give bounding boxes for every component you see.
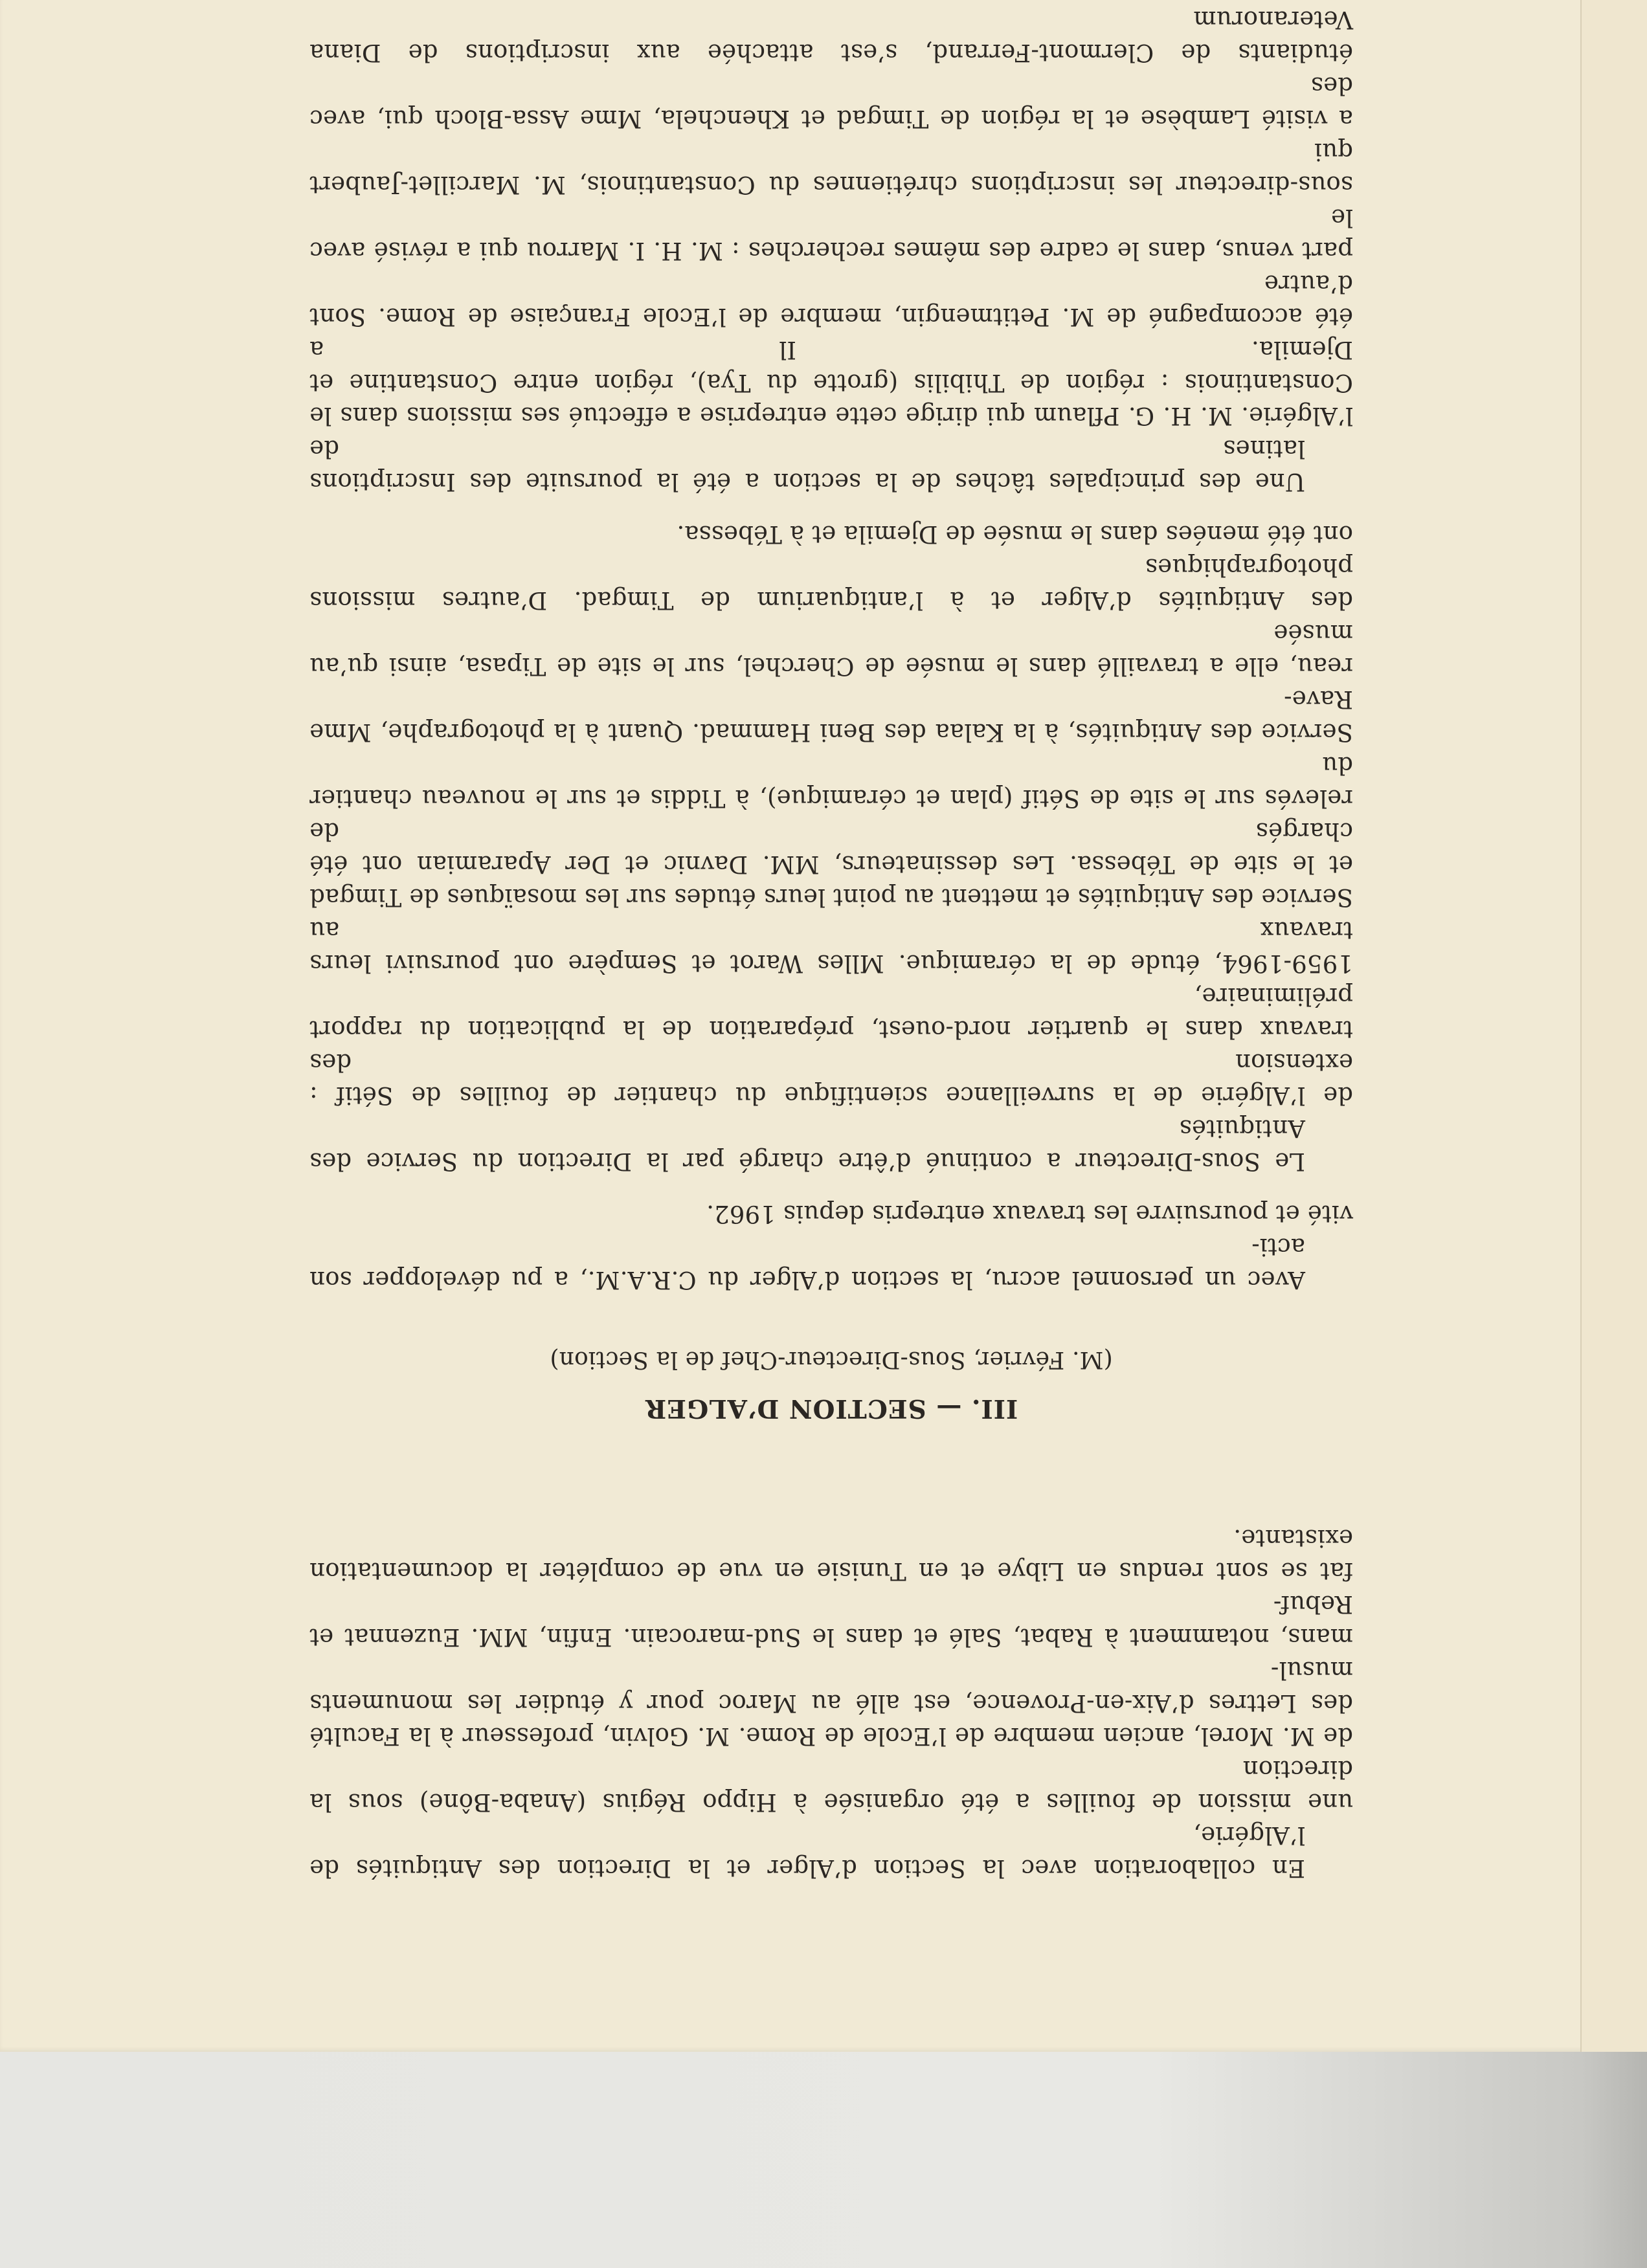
text-block [309, 0, 1353, 1885]
intro-paragraph [309, 1522, 1353, 1885]
text-line: été accompagné de M. Petitmengin, membre de l’Ecole Française de Rome. Sont d’autre [309, 270, 1353, 331]
text-line: et le site de Tébessa. Les dessinateurs, MM. Davnic et Der Aparamian ont été chargés de [309, 817, 1353, 878]
section-title: III. — SECTION D’ALGER [644, 1394, 1018, 1423]
text-line: étudiants de Clermont-Ferrand, s’est attachée aux inscriptions de Diana Veteranorum [309, 6, 1353, 67]
text-line: reau, elle a travaillé dans le musée de Cherchel, sur le site de Tipasa, ainsi qu’au musée [309, 619, 1353, 680]
text-line: Constantinois : région de Thibilis (grotte du Tya), région entre Constantine et Djemila. Il a [309, 336, 1353, 397]
text-line: vité et poursuivre les travaux entrepris depuis 1962. [706, 1200, 1353, 1228]
paragraph [309, 1197, 1353, 1296]
text-line: relevés sur le site de Sétif (plan et céramique), à Tiddis et sur le nouveau chantier du [309, 751, 1353, 812]
section-subtitle: (M. Février, Sous-Directeur-Chef de la Section) [550, 1346, 1113, 1373]
text-line: l’Algérie. M. H. G. Pflaum qui dirige cette entreprise a effectué ses missions dans le [309, 402, 1353, 430]
text-line: Une des principales tâches de la section a été la poursuite des Inscriptions latines de [309, 435, 1305, 496]
text-line: des Antiquités d’Alger et à l’antiquarium de Timgad. D’autres missions photographiques [309, 553, 1353, 614]
text-line: 1959-1964, étude de la céramique. Mlles Warot et Sempère ont poursuivi leurs travaux au [309, 917, 1353, 977]
paragraph [309, 518, 1353, 1178]
text-line: mans, notamment à Rabat, Salé et dans le Sud-marocain. Enfin, MM. Euzennat et Rebuf- [309, 1590, 1353, 1651]
text-line: part venus, dans le cadre des mêmes recherches : M. H. I. Marrou qui a révisé avec le [309, 204, 1353, 265]
paragraph [309, 0, 1353, 498]
text-line: une mission de fouilles a été organisée à Hippo Régius (Anaba-Bône) sous la direction [309, 1755, 1353, 1816]
text-line: Service des Antiquités, à la Kalaa des Beni Hammad. Quant à la photographe, Mme Rave- [309, 685, 1353, 746]
text-line: ont été menées dans le musée de Djemila et à Tébessa. [677, 520, 1353, 548]
text-line: travaux dans le quartier nord-ouest, préparation de la publication du rapport préliminaire, [309, 983, 1353, 1043]
text-line [309, 0, 1353, 3]
text-line: sous-directeur les inscriptions chrétiennes du Constantinois, M. Marcillet-Jaubert qui [309, 138, 1353, 199]
text-line: de M. Morel, ancien membre de l’Ecole de Rome. M. Golvin, professeur à la Faculté [309, 1722, 1353, 1750]
text-line: Le Sous-Directeur a continué d’être chargé par la Direction du Service des Antiquités [309, 1115, 1305, 1175]
text-line: Service des Antiquités et mettent au point leurs études sur les mosaïques de Timgad [309, 884, 1353, 911]
text-line: des Lettres d’Aix-en-Provence, est allé au Maroc pour y étudier les monuments musul- [309, 1656, 1353, 1717]
text-line: fat se sont rendus en Libye et en Tunisie en vue de compléter la documentation existante. [309, 1524, 1353, 1585]
text-line: de l’Algérie de la surveillance scientifique du chantier de fouilles de Sétif : extension des [309, 1049, 1353, 1109]
text-line: Avec un personnel accru, la section d’Alger du C.R.A.M., a pu développer son acti- [309, 1233, 1305, 1294]
scanner-background [0, 2052, 1647, 2268]
text-line: En collaboration avec la Section d’Alger et la Direction des Antiquités de l’Algérie, [309, 1821, 1305, 1882]
text-line: a visité Lambèse et la région de Timgad et Khenchela, Mme Assa-Bloch qui, avec des [309, 72, 1353, 133]
